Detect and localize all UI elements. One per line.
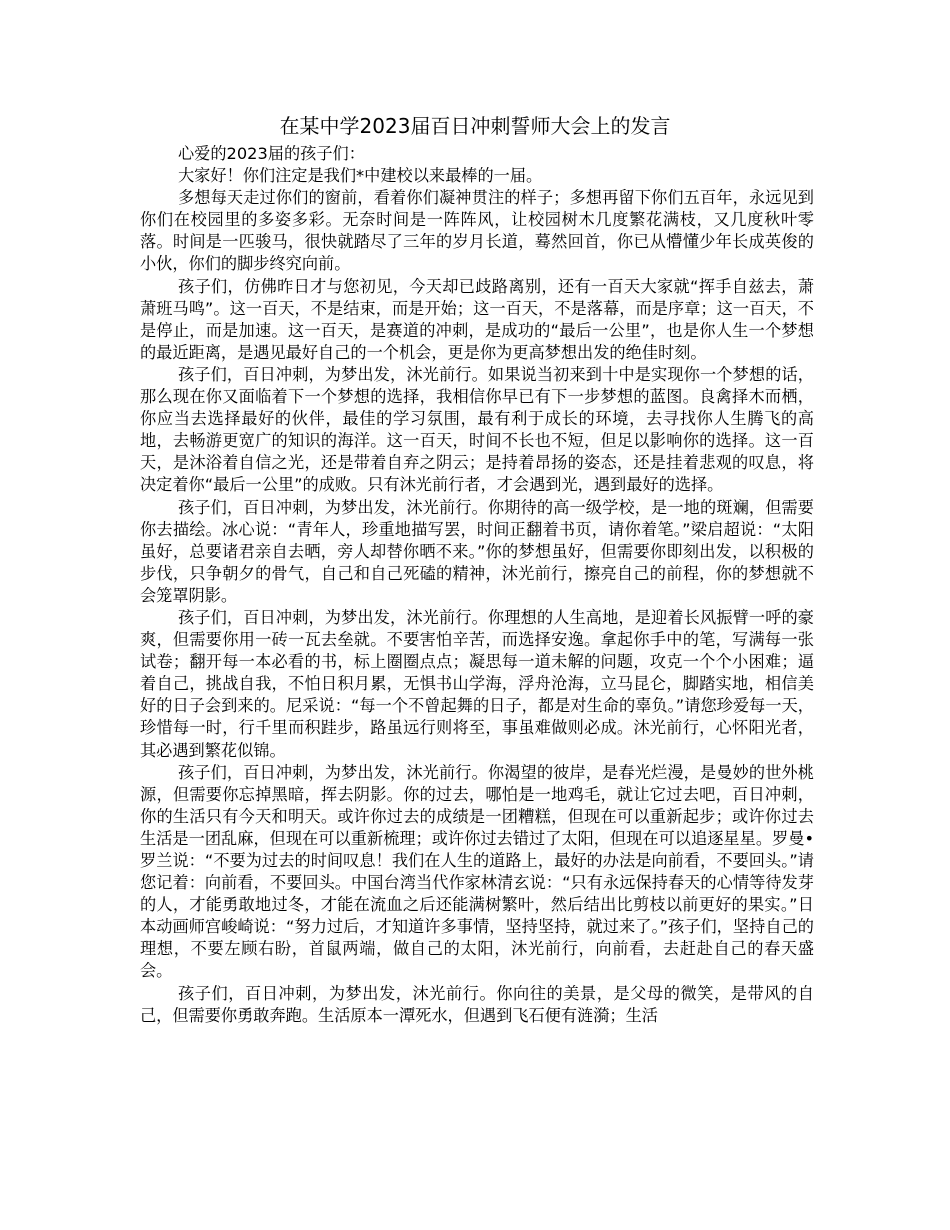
- paragraph: 孩子们，仿佛昨日才与您初见，今天却已歧路离别，还有一百天大家就“挥手自兹去，萧萧班马鸣”。这一百天，不是结束，而是开始；这一百天，不是落幕，而是序章；这一百天，不是停止，而是加速。这一百天，是赛道的冲刺，是成功的“最后一公里”，也是你人生一个梦想的最近距离，是遇见最好自己的一个机会，更是你为更高梦想出发的绝佳时刻。: [140, 276, 814, 362]
- paragraph: 孩子们，百日冲刺，为梦出发，沐光前行。你渴望的彼岸，是春光烂漫，是曼妙的世外桃源，但需要你忘掉黑暗，挥去阴影。你的过去，哪怕是一地鸡毛，就让它过去吧，百日冲刺，你的生活只有今天和明天。或许你过去的成绩是一团糟糕，但现在可以重新起步；或许你过去生活是一团乱麻，但现在可以重新梳理；或许你过去错过了太阳，但现在可以追逐星星。罗曼•罗兰说：“不要为过去的时间叹息！我们在人生的道路上，最好的办法是向前看，不要回头。”请您记着：向前看，不要回头。中国台湾当代作家林清玄说：“只有永远保持春天的心情等待发芽的人，才能勇敢地过冬，才能在流血之后还能满树繁叶，然后结出比剪枝以前更好的果实。”日本动画师宫峻崎说：“努力过后，才知道许多事情，坚持坚持，就过来了。”孩子们，坚持自己的理想，不要左顾右盼，首鼠两端，做自己的太阳，沐光前行，向前看，去赶赴自己的春天盛会。: [140, 762, 814, 981]
- document-body: [140, 143, 814, 1027]
- paragraph: 孩子们，百日冲刺，为梦出发，沐光前行。你期待的高一级学校，是一地的斑斓，但需要你去描绘。冰心说：“青年人，珍重地描写罢，时间正翻着书页，请你着笔。”梁启超说：“太阳虽好，总要诸君亲自去晒，旁人却替你晒不来。”你的梦想虽好，但需要你即刻出发，以积极的步伐，只争朝夕的骨气，自己和自己死磕的精神，沐光前行，擦亮自己的前程，你的梦想就不会笼罩阴影。: [140, 497, 814, 605]
- paragraph: 多想每天走过你们的窗前，看着你们凝神贯注的样子；多想再留下你们五百年，永远见到你们在校园里的多姿多彩。无奈时间是一阵阵风，让校园树木几度繁花满枝，又几度秋叶零落。时间是一匹骏马，很快就踏尽了三年的岁月长道，蓦然回首，你已从懵懂少年长成英俊的小伙，你们的脚步终究向前。: [140, 188, 814, 274]
- paragraph: 孩子们，百日冲刺，为梦出发，沐光前行。如果说当初来到十中是实现你一个梦想的话，那么现在你又面临着下一个梦想的选择，我相信你早已有下一步梦想的蓝图。良禽择木而栖，你应当去选择最好的伙伴，最佳的学习氛围，最有利于成长的环境，去寻找你人生腾飞的高地，去畅游更宽广的知识的海洋。这一百天，时间不长也不短，但足以影响你的选择。这一百天，是沐浴着自信之光，还是带着自弃之阴云；是持着昂扬的姿态，还是挂着悲观的叹息，将决定着你“最后一公里”的成败。只有沐光前行者，才会遇到光，遇到最好的选择。: [140, 364, 814, 495]
- paragraph-greeting: 大家好！你们注定是我们*中建校以来最棒的一届。: [178, 166, 543, 186]
- paragraph-salutation: 心爱的2023届的孩子们：: [178, 144, 365, 163]
- document-title: 在某中学2023届百日冲刺誓师大会上的发言: [279, 114, 671, 138]
- paragraph: 孩子们，百日冲刺，为梦出发，沐光前行。你理想的人生高地，是迎着长风振臂一呼的豪爽，但需要你用一砖一瓦去垒就。不要害怕辛苦，而选择安逸。拿起你手中的笔，写满每一张试卷；翻开每一本必看的书，标上圈圈点点；凝思每一道未解的问题，攻克一个个小困难；逼着自己，挑战自我，不怕日积月累，无惧书山学海，浮舟沧海，立马昆仑，脚踏实地，相信美好的日子会到来的。尼采说：“每一个不曾起舞的日子，都是对生命的辜负。”请您珍爱每一天，珍惜每一时，行千里而积跬步，路虽远行则将至，事虽难做则必成。沐光前行，心怀阳光者，其必遇到繁花似锦。: [140, 607, 814, 760]
- paragraph: 孩子们，百日冲刺，为梦出发，沐光前行。你向往的美景，是父母的微笑，是带风的自己，但需要你勇敢奔跑。生活原本一潭死水，但遇到飞石便有涟漪；生活: [140, 983, 814, 1025]
